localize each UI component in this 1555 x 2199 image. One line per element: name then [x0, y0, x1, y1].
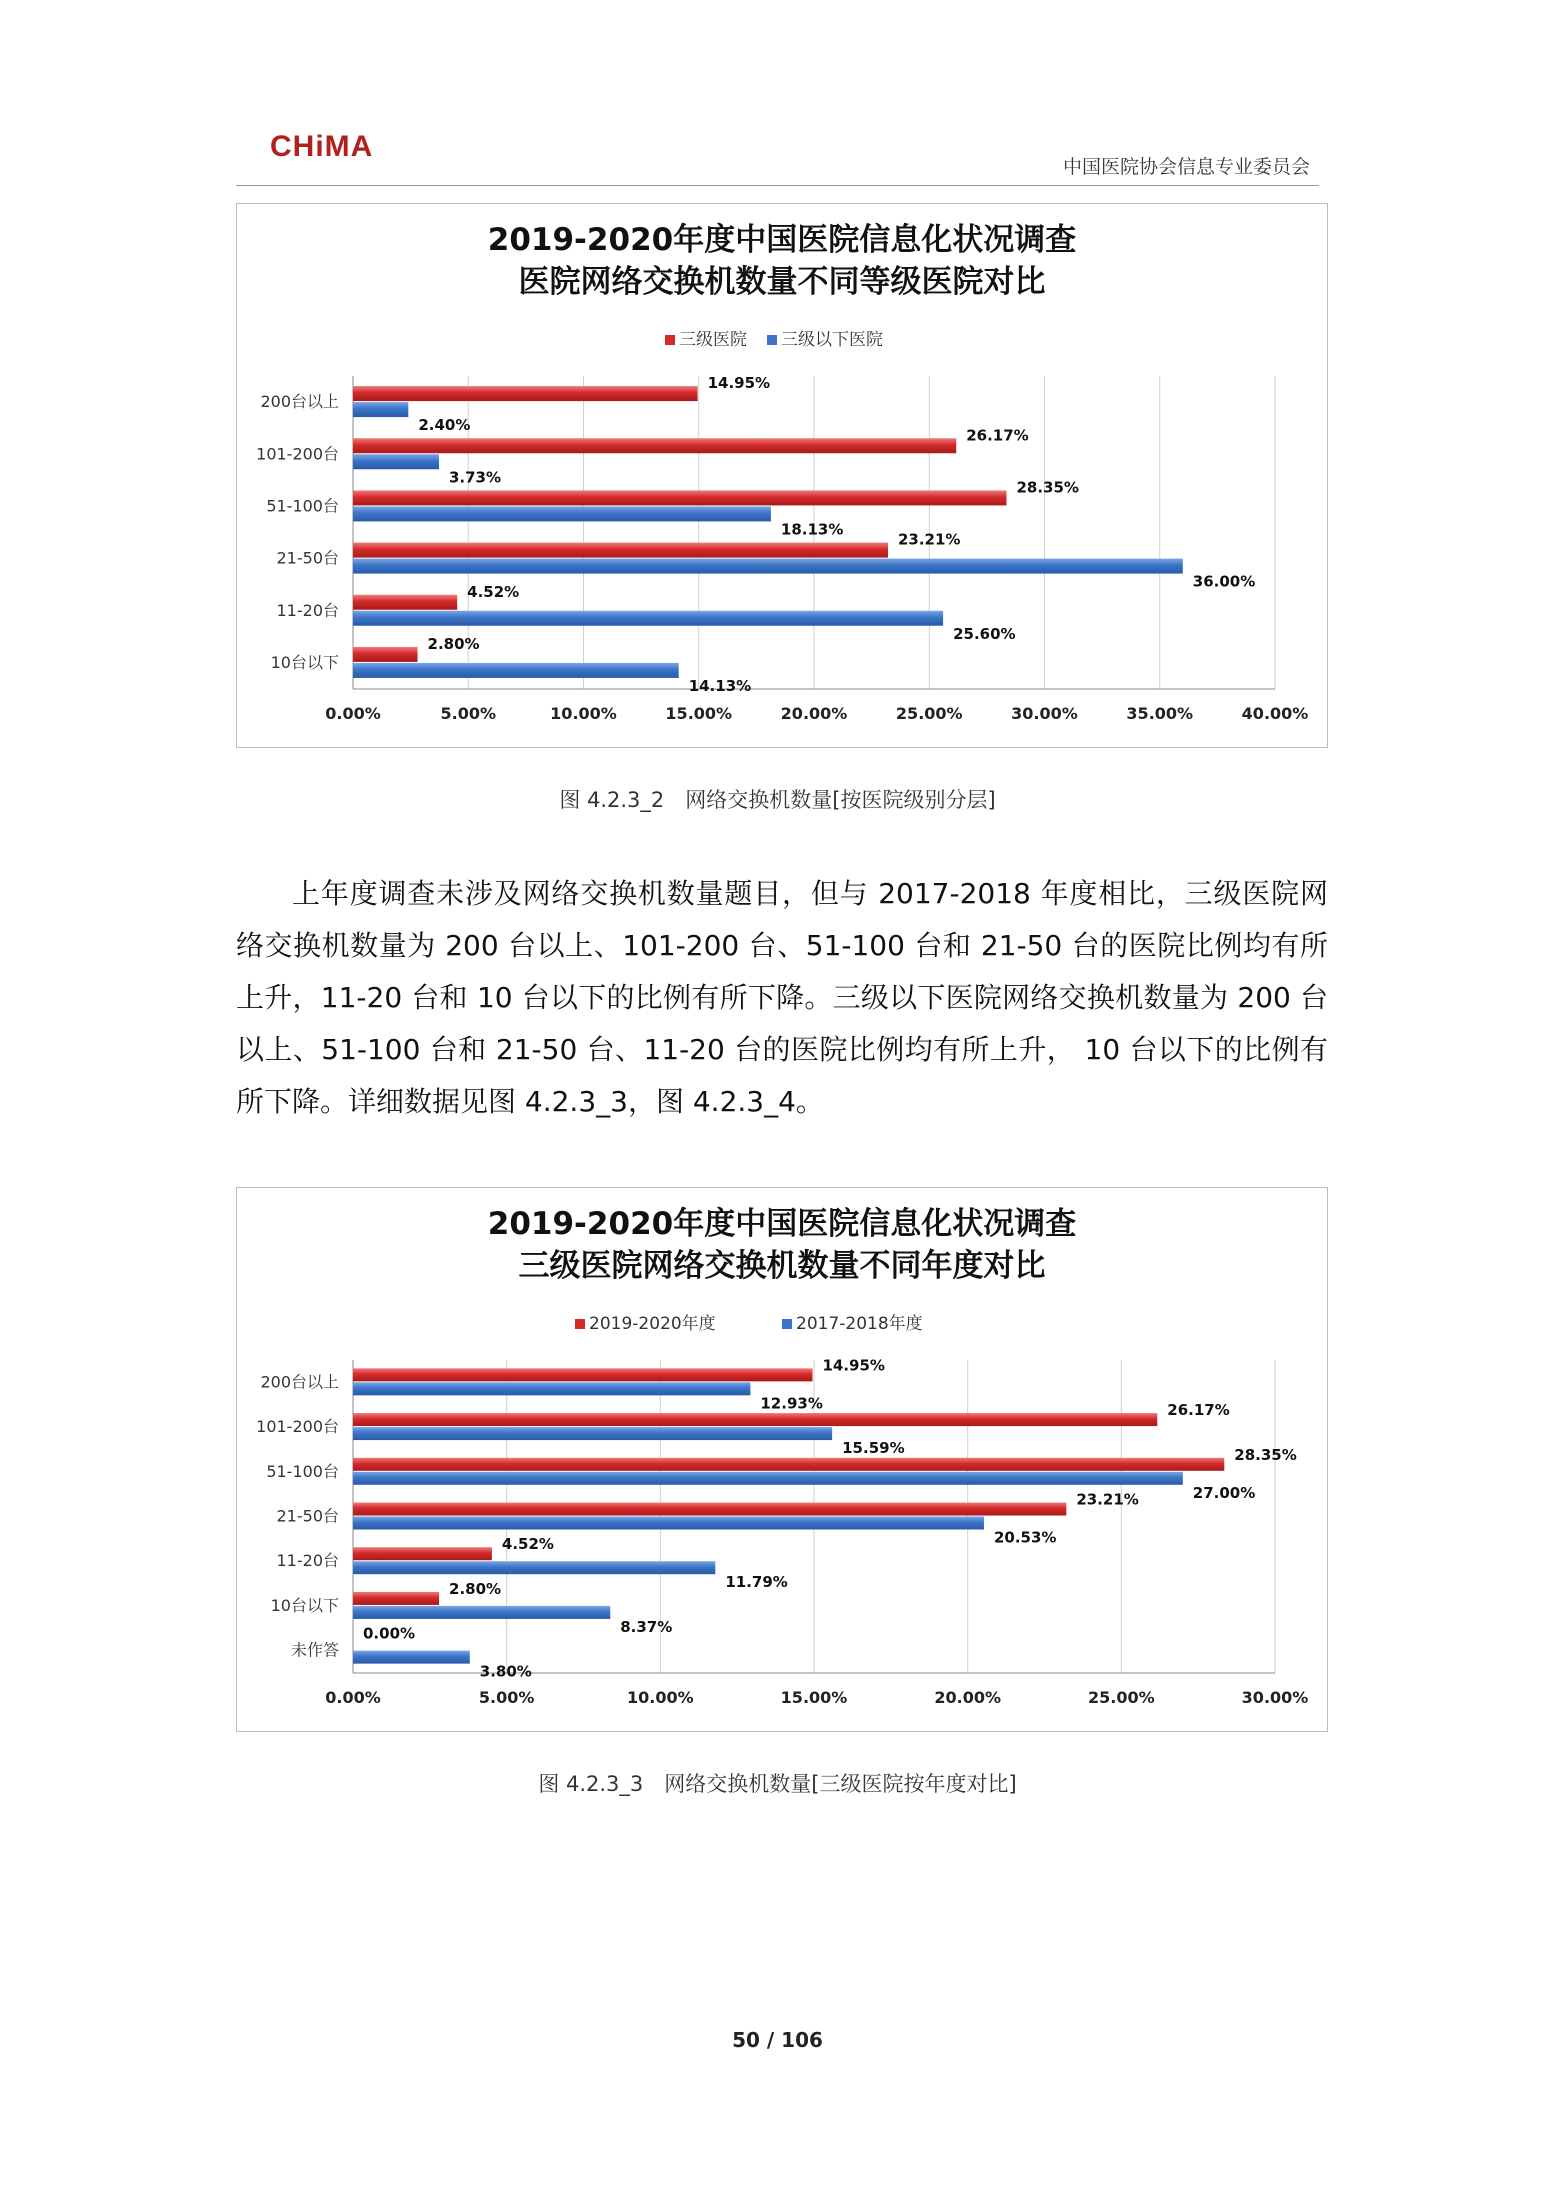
bar-series1-51-100 — [353, 490, 1006, 505]
chart-tier3-switches-by-year — [236, 1187, 1328, 1732]
legend-label: 2017-2018年度 — [796, 1314, 923, 1334]
chart1-svg — [237, 204, 1327, 747]
data-label: 26.17% — [966, 426, 1029, 445]
bar-series2-200 — [353, 402, 408, 417]
category-label: 11-20台 — [276, 600, 339, 620]
bar-series2-101-200 — [353, 1427, 832, 1440]
category-label: 21-50台 — [276, 1506, 339, 1526]
bar-series2-10 — [353, 1606, 610, 1619]
category-label: 101-200台 — [256, 1417, 339, 1437]
legend-swatch-blue — [782, 1319, 792, 1329]
x-tick-label: 25.00% — [895, 704, 963, 723]
data-label: 23.21% — [1076, 1490, 1139, 1509]
data-label: 28.35% — [1234, 1445, 1297, 1464]
category-label: 未作答 — [290, 1640, 339, 1660]
bar-series1-21-50 — [353, 1503, 1066, 1516]
bar-series2-21-50 — [353, 559, 1183, 574]
x-tick-label: 40.00% — [1241, 704, 1309, 723]
data-label: 2.80% — [449, 1579, 502, 1598]
x-tick-label: 20.00% — [934, 1688, 1001, 1707]
x-tick-label: 5.00% — [478, 1688, 535, 1707]
x-tick-label: 5.00% — [440, 704, 497, 723]
data-label: 11.79% — [725, 1573, 788, 1592]
x-tick-label: 30.00% — [1241, 1688, 1309, 1707]
category-label: 200台以上 — [260, 392, 339, 412]
figure-caption-2: 图 4.2.3_3 网络交换机数量[三级医院按年度对比] — [538, 1772, 1017, 1796]
data-label: 2.40% — [418, 416, 471, 435]
data-label: 26.17% — [1167, 1401, 1230, 1420]
bar-series2-11-20 — [353, 611, 943, 626]
figure-caption-1: 图 4.2.3_2 网络交换机数量[按医院级别分层] — [559, 788, 996, 812]
data-label: 25.60% — [953, 624, 1016, 643]
data-label: 23.21% — [897, 530, 961, 549]
organization-name: 中国医院协会信息专业委员会 — [1062, 156, 1310, 178]
data-label: 18.13% — [780, 520, 844, 539]
data-label: 2.80% — [427, 634, 480, 653]
chart-title: 2019-2020年度中国医院信息化状况调查 — [487, 1206, 1077, 1242]
x-tick-label: 20.00% — [780, 704, 848, 723]
data-label: 14.95% — [822, 1356, 885, 1375]
bar-series1-21-50 — [353, 543, 888, 558]
chart-subtitle: 三级医院网络交换机数量不同年度对比 — [518, 1248, 1046, 1284]
legend-swatch-blue — [767, 335, 777, 345]
chart-switches-by-hospital-level — [236, 203, 1328, 748]
bar-series2-11-20 — [353, 1561, 715, 1574]
chart2-svg — [237, 1188, 1327, 1731]
bar-series2-51-100 — [353, 506, 771, 521]
category-label: 11-20台 — [276, 1551, 339, 1571]
bar-series2-51-100 — [353, 1472, 1183, 1485]
category-label: 51-100台 — [266, 496, 339, 516]
bar-series2-10 — [353, 663, 679, 678]
bar-series2-21-50 — [353, 1517, 984, 1530]
data-label: 3.73% — [448, 468, 502, 487]
header-divider — [236, 185, 1319, 186]
bar-series1-101-200 — [353, 438, 956, 453]
page-number: 50 / 106 — [732, 2028, 823, 2052]
data-label: 0.00% — [363, 1624, 416, 1643]
category-label: 21-50台 — [276, 548, 339, 568]
data-label: 14.95% — [707, 374, 771, 393]
bar-series2-cat — [353, 1651, 470, 1664]
body-paragraph — [236, 868, 1328, 1128]
category-label: 10台以下 — [270, 1595, 339, 1615]
x-tick-label: 30.00% — [1011, 704, 1078, 723]
data-label: 15.59% — [842, 1439, 905, 1458]
data-label: 8.37% — [620, 1617, 673, 1636]
bar-series1-51-100 — [353, 1458, 1224, 1471]
bar-series1-200 — [353, 386, 698, 401]
chart-subtitle: 医院网络交换机数量不同等级医院对比 — [518, 264, 1046, 300]
data-label: 4.52% — [501, 1535, 554, 1554]
bar-series1-10 — [353, 1592, 439, 1605]
legend-label: 三级以下医院 — [781, 330, 883, 350]
x-tick-label: 15.00% — [780, 1688, 848, 1707]
legend-label: 2019-2020年度 — [589, 1314, 716, 1334]
x-tick-label: 0.00% — [325, 1688, 381, 1707]
bar-series2-101-200 — [353, 454, 439, 469]
category-label: 10台以下 — [270, 652, 339, 672]
bar-series1-200 — [353, 1368, 812, 1381]
data-label: 27.00% — [1192, 1483, 1256, 1502]
bar-series1-11-20 — [353, 595, 457, 610]
data-label: 3.80% — [479, 1662, 532, 1681]
category-label: 101-200台 — [256, 444, 339, 464]
category-label: 51-100台 — [266, 1461, 339, 1481]
data-label: 28.35% — [1016, 478, 1079, 497]
legend-swatch-red — [665, 335, 675, 345]
bar-series1-101-200 — [353, 1413, 1157, 1426]
data-label: 36.00% — [1192, 572, 1256, 591]
bar-series1-11-20 — [353, 1547, 492, 1560]
data-label: 4.52% — [467, 582, 520, 601]
bar-series2-200 — [353, 1382, 750, 1395]
x-tick-label: 15.00% — [665, 704, 733, 723]
data-label: 12.93% — [760, 1394, 823, 1413]
category-label: 200台以上 — [260, 1372, 339, 1392]
x-tick-label: 0.00% — [325, 704, 381, 723]
data-label: 14.13% — [688, 676, 752, 695]
x-tick-label: 10.00% — [550, 704, 617, 723]
x-tick-label: 25.00% — [1088, 1688, 1155, 1707]
chart-title: 2019-2020年度中国医院信息化状况调查 — [487, 222, 1077, 258]
x-tick-label: 35.00% — [1126, 704, 1194, 723]
bar-series1-10 — [353, 647, 418, 662]
hospital-logo: CHiMA — [270, 130, 374, 163]
legend-label: 三级医院 — [679, 330, 747, 350]
x-tick-label: 10.00% — [627, 1688, 694, 1707]
paragraph-text: 上年度调查未涉及网络交换机数量题目，但与 2017-2018 年度相比，三级医院网络交换机数量为 200 台以上、101-200 台、51-100 台和 21-50 台的医院比例均有所上升，11-20 台和 10 台以下的比例有所下降。三级以下医院网络交换机数量为 200 台以上、51-100 台和 21-50 台、11-20 台的医院比例均有所上升， 10 台以下的比例有所下降。详细数据见图 4.2.3_3，图 4.2.3_4。 — [236, 877, 1328, 1118]
data-label: 20.53% — [993, 1528, 1057, 1547]
legend-swatch-red — [575, 1319, 585, 1329]
